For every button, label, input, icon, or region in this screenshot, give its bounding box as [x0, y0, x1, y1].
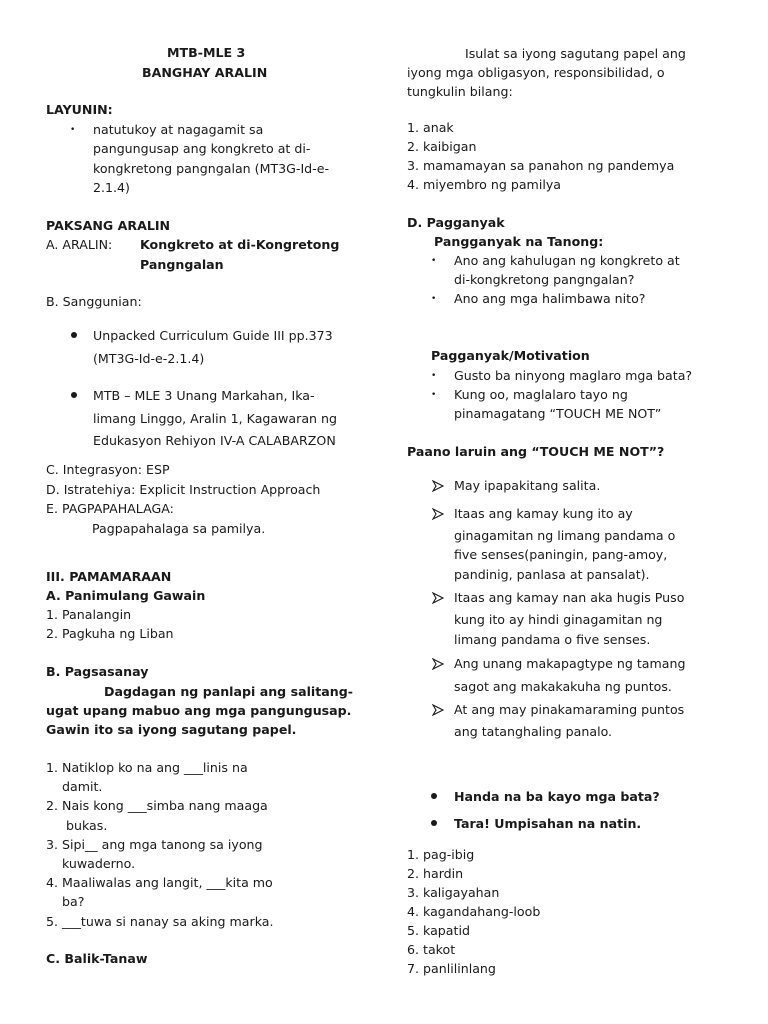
step-line: At ang may pinakamaraming puntos — [454, 702, 685, 717]
role-item: 2. kaibigan — [407, 139, 477, 154]
motivation-heading: Pagganyak/Motivation — [431, 348, 590, 363]
motivation-line: pinamagatang “TOUCH ME NOT” — [454, 406, 662, 421]
role-item: 3. mamamayan sa panahon ng pandemya — [407, 158, 675, 173]
role-item: 1. anak — [407, 120, 454, 135]
tara-line: Tara! Umpisahan na natin. — [454, 816, 642, 831]
step-line: kung ito ay hindi ginagamitan ng — [454, 612, 663, 627]
motivation-line: Gusto ba ninyong maglaro mga bata? — [454, 368, 693, 383]
tanong-line: di-kongkretong pangngalan? — [454, 272, 635, 287]
arrow-bullet-icon — [432, 592, 444, 604]
handa-line: Handa na ba kayo mga bata? — [454, 789, 660, 804]
reference-line: Unpacked Curriculum Guide III pp.373 — [93, 328, 333, 343]
exercise-line: damit. — [62, 779, 103, 794]
integrasyon: C. Integrasyon: ESP — [46, 462, 170, 477]
pagpapahalaga-value: Pagpapahalaga sa pamilya. — [92, 521, 266, 536]
layunin-line: natutukoy at nagagamit sa — [93, 122, 264, 137]
step-line: May ipapakitang salita. — [454, 478, 601, 493]
exercise-line: 1. Natiklop ko na ang ___linis na — [46, 760, 248, 775]
role-item: 4. miyembro ng pamilya — [407, 177, 561, 192]
isulat-line: iyong mga obligasyon, responsibilidad, o — [407, 65, 665, 80]
tanong-line: Ano ang kahulugan ng kongkreto at — [454, 253, 680, 268]
tanong-heading: Pangganyak na Tanong: — [434, 234, 604, 249]
step-line: sagot ang makakakuha ng puntos. — [454, 679, 672, 694]
word-item: 6. takot — [407, 942, 456, 957]
tanong-line: Ano ang mga halimbawa nito? — [454, 291, 646, 306]
word-item: 7. panlilinlang — [407, 961, 496, 976]
pagpapahalaga-label: E. PAGPAPAHALAGA: — [46, 501, 174, 516]
step-line: ginagamitan ng limang pandama o — [454, 528, 676, 543]
motivation-line: Kung oo, maglalaro tayo ng — [454, 387, 628, 402]
reference-line: limang Linggo, Aralin 1, Kagawaran ng — [93, 411, 338, 426]
instruction-line: Gawin ito sa iyong sagutang papel. — [46, 722, 297, 737]
arrow-bullet-icon — [432, 480, 444, 492]
step-line: pandinig, panlasa at pansalat). — [454, 567, 650, 582]
step-line: Ang unang makapagtype ng tamang — [454, 656, 686, 671]
aralin-label: A. ARALIN: — [46, 237, 113, 252]
word-item: 2. hardin — [407, 866, 464, 881]
bullet-icon: • — [431, 390, 437, 400]
document-subtitle: BANGHAY ARALIN — [142, 65, 268, 80]
exercise-line: ba? — [62, 894, 85, 909]
word-item: 4. kagandahang-loob — [407, 904, 541, 919]
arrow-bullet-icon — [432, 658, 444, 670]
pagganyak-heading: D. Pagganyak — [407, 215, 505, 230]
list-item: 2. Pagkuha ng Liban — [46, 626, 174, 641]
layunin-line: 2.1.4) — [93, 180, 130, 195]
panimula-heading: A. Panimulang Gawain — [46, 588, 206, 603]
exercise-line: 3. Sipi__ ang mga tanong sa iyong — [46, 837, 263, 852]
reference-line: MTB – MLE 3 Unang Markahan, Ika- — [93, 388, 315, 403]
document-title: MTB-MLE 3 — [167, 45, 246, 60]
layunin-line: kongkretong pangngalan (MT3G-Id-e- — [93, 161, 330, 176]
isulat-line: Isulat sa iyong sagutang papel ang — [465, 46, 686, 61]
bullet-icon — [71, 332, 77, 338]
reference-line: (MT3G-Id-e-2.1.4) — [93, 351, 205, 366]
exercise-line: 5. ___tuwa si nanay sa aking marka. — [46, 914, 274, 929]
bullet-icon: • — [70, 125, 76, 135]
step-line: five senses(paningin, pang-amoy, — [454, 547, 668, 562]
bullet-icon: • — [431, 371, 437, 381]
exercise-line: bukas. — [66, 818, 108, 833]
step-line: Itaas ang kamay kung ito ay — [454, 506, 633, 521]
aralin-title: Kongkreto at di-Kongretong — [140, 237, 340, 252]
bullet-icon: • — [431, 294, 437, 304]
bullet-icon — [431, 793, 437, 799]
instruction-line: ugat upang mabuo ang mga pangungusap. — [46, 703, 352, 718]
step-line: ang tatanghaling panalo. — [454, 724, 613, 739]
pagsasanay-heading: B. Pagsasanay — [46, 664, 149, 679]
word-item: 3. kaligayahan — [407, 885, 500, 900]
exercise-line: kuwaderno. — [62, 856, 136, 871]
aralin-title: Pangngalan — [140, 257, 224, 272]
paano-heading: Paano laruin ang “TOUCH ME NOT”? — [407, 444, 665, 459]
exercise-line: 2. Nais kong ___simba nang maaga — [46, 798, 268, 813]
isulat-line: tungkulin bilang: — [407, 84, 513, 99]
list-item: 1. Panalangin — [46, 607, 132, 622]
reference-line: Edukasyon Rehiyon IV-A CALABARZON — [93, 433, 336, 448]
exercise-line: 4. Maaliwalas ang langit, ___kita mo — [46, 875, 273, 890]
instruction-line: Dagdagan ng panlapi ang salitang- — [104, 684, 353, 699]
arrow-bullet-icon — [432, 508, 444, 520]
step-line: Itaas ang kamay nan aka hugis Puso — [454, 590, 685, 605]
layunin-heading: LAYUNIN: — [46, 102, 113, 117]
word-item: 1. pag-ibig — [407, 847, 475, 862]
balik-tanaw-heading: C. Balik-Tanaw — [46, 951, 148, 966]
istratehiya: D. Istratehiya: Explicit Instruction Approach — [46, 482, 321, 497]
bullet-icon: • — [431, 256, 437, 266]
bullet-icon — [431, 820, 437, 826]
arrow-bullet-icon — [432, 704, 444, 716]
sanggunian-label: B. Sanggunian: — [46, 294, 142, 309]
bullet-icon — [71, 392, 77, 398]
paksang-heading: PAKSANG ARALIN — [46, 218, 171, 233]
step-line: limang pandama o five senses. — [454, 632, 651, 647]
layunin-line: pangungusap ang kongkreto at di- — [93, 141, 311, 156]
word-item: 5. kapatid — [407, 923, 470, 938]
pamamaraan-heading: III. PAMAMARAAN — [46, 569, 172, 584]
